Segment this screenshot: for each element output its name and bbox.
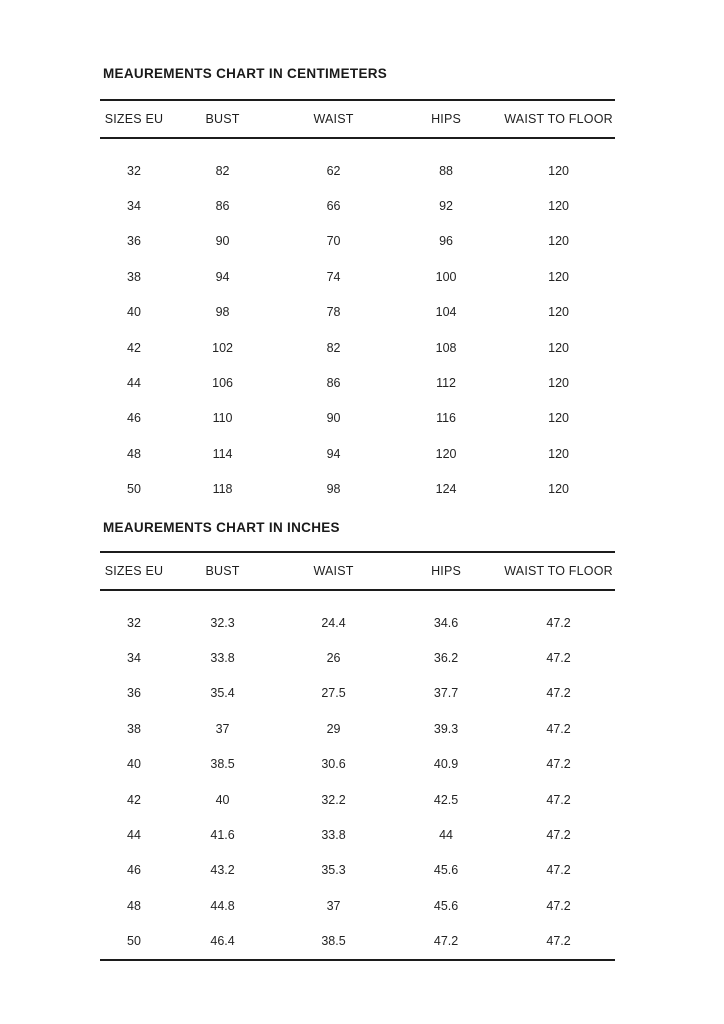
table-cell: 47.2	[546, 686, 571, 701]
table-cell: 32	[127, 163, 141, 178]
table-row	[100, 817, 615, 852]
table-row	[100, 923, 615, 958]
table-row	[100, 436, 615, 471]
column-header: SIZES EU	[104, 112, 164, 126]
table-cell: 36	[127, 686, 141, 701]
column-header: WAIST	[313, 112, 354, 126]
table-row	[100, 640, 615, 675]
table-cell: 38.5	[321, 934, 346, 949]
table-cell: 66	[326, 199, 341, 214]
column-header: SIZES EU	[104, 563, 164, 578]
table-cell: 120	[548, 305, 569, 320]
table-cell: 112	[436, 376, 457, 391]
table-cell: 48	[127, 898, 141, 913]
table-cell: 114	[212, 446, 233, 461]
table-cell: 120	[548, 340, 569, 355]
table-row	[100, 295, 615, 330]
table-cell: 98	[215, 305, 230, 320]
inches-table-body	[100, 591, 615, 959]
table-row	[100, 259, 615, 294]
table-cell: 116	[436, 411, 457, 426]
centimeters-table	[100, 99, 615, 507]
table-cell: 45.6	[433, 863, 459, 878]
table-cell: 47.2	[546, 721, 571, 736]
table-cell: 47.2	[546, 615, 571, 630]
table-cell: 42	[127, 340, 141, 355]
centimeters-table-body	[100, 139, 615, 507]
table-cell: 45.6	[433, 898, 459, 913]
table-cell: 47.2	[546, 757, 571, 772]
column-header: HIPS	[431, 112, 462, 126]
table-cell: 38	[127, 269, 141, 284]
table-row	[100, 711, 615, 746]
table-row	[100, 782, 615, 817]
table-cell: 120	[548, 411, 569, 426]
column-header: WAIST TO FLOOR	[504, 112, 613, 126]
table-cell: 38.5	[210, 757, 235, 772]
table-cell: 120	[548, 199, 569, 214]
table-cell: 110	[212, 411, 233, 426]
table-cell: 100	[435, 269, 457, 284]
table-cell: 26	[326, 650, 341, 665]
inches-table	[100, 551, 615, 961]
table-cell: 120	[548, 482, 569, 497]
table-cell: 44.8	[210, 898, 235, 913]
table-cell: 40.9	[433, 757, 459, 772]
table-cell: 32.3	[210, 615, 235, 630]
table-cell: 37	[326, 898, 341, 913]
table-cell: 82	[326, 340, 341, 355]
table-cell: 102	[212, 340, 233, 355]
table-cell: 27.5	[321, 686, 346, 701]
table-cell: 35.4	[210, 686, 235, 701]
table-row	[100, 330, 615, 365]
table-cell: 46	[127, 863, 141, 878]
table-row	[100, 472, 615, 507]
table-cell: 120	[435, 446, 457, 461]
table-cell: 35.3	[321, 863, 346, 878]
column-header: WAIST	[313, 563, 354, 578]
table-cell: 62	[326, 163, 341, 178]
table-row	[100, 746, 615, 781]
table-row	[100, 365, 615, 400]
table-cell: 47.2	[546, 650, 571, 665]
table-cell: 38	[127, 721, 141, 736]
table-cell: 120	[548, 234, 569, 249]
table-row	[100, 888, 615, 923]
table-cell: 30.6	[321, 757, 346, 772]
table-cell: 47.2	[546, 898, 571, 913]
table-cell: 29	[326, 721, 341, 736]
table-cell: 94	[215, 269, 230, 284]
inches-section	[0, 507, 724, 961]
table-cell: 42	[127, 792, 141, 807]
table-cell: 120	[548, 446, 569, 461]
table-cell: 32	[127, 615, 141, 630]
table-cell: 40	[215, 792, 230, 807]
table-cell: 34	[127, 650, 141, 665]
table-cell: 41.6	[210, 827, 235, 842]
table-cell: 90	[326, 411, 341, 426]
table-cell: 82	[215, 163, 230, 178]
table-cell: 24.4	[321, 615, 346, 630]
table-cell: 108	[435, 340, 457, 355]
table-cell: 96	[439, 234, 453, 249]
centimeters-chart-title: MEAUREMENTS CHART IN CENTIMETERS	[103, 66, 388, 81]
table-cell: 34.6	[433, 615, 459, 630]
table-cell: 33.8	[321, 827, 346, 842]
table-cell: 46	[127, 411, 141, 426]
table-row	[100, 605, 615, 640]
table-row	[100, 188, 615, 223]
table-cell: 40	[127, 757, 141, 772]
table-cell: 86	[215, 199, 230, 214]
table-cell: 47.2	[546, 863, 571, 878]
table-cell: 106	[212, 376, 233, 391]
table-cell: 34	[127, 199, 141, 214]
table-cell: 50	[127, 482, 141, 497]
table-cell: 46.4	[210, 934, 235, 949]
centimeters-table-header-row	[100, 101, 615, 137]
table-row	[100, 224, 615, 259]
table-cell: 47.2	[546, 934, 571, 949]
table-cell: 118	[212, 482, 233, 497]
table-cell: 70	[326, 234, 341, 249]
table-cell: 33.8	[210, 650, 235, 665]
table-cell: 120	[548, 269, 569, 284]
inches-chart-title: MEAUREMENTS CHART IN INCHES	[103, 519, 340, 535]
table-cell: 98	[326, 482, 341, 497]
table-cell: 50	[127, 934, 141, 949]
table-cell: 120	[548, 376, 569, 391]
column-header: WAIST TO FLOOR	[504, 563, 613, 578]
table-cell: 47.2	[546, 827, 571, 842]
table-cell: 88	[439, 163, 453, 178]
table-cell: 32.2	[321, 792, 346, 807]
table-cell: 104	[435, 305, 457, 320]
table-cell: 37.7	[433, 686, 459, 701]
table-cell: 42.5	[433, 792, 459, 807]
table-cell: 36.2	[433, 650, 459, 665]
table-cell: 90	[215, 234, 230, 249]
table-cell: 47.2	[546, 792, 571, 807]
table-cell: 124	[435, 482, 457, 497]
table-cell: 47.2	[433, 934, 459, 949]
table-row	[100, 401, 615, 436]
table-cell: 36	[127, 234, 141, 249]
table-cell: 74	[326, 269, 341, 284]
table-cell: 120	[548, 163, 569, 178]
table-cell: 44	[127, 376, 141, 391]
table-row	[100, 153, 615, 188]
table-cell: 37	[215, 721, 230, 736]
column-header: HIPS	[431, 563, 462, 578]
table-cell: 92	[439, 199, 453, 214]
inches-table-header-row	[100, 553, 615, 589]
column-header: BUST	[205, 112, 240, 126]
table-row	[100, 676, 615, 711]
table-bottom-rule	[100, 959, 615, 961]
table-cell: 39.3	[433, 721, 459, 736]
centimeters-section	[0, 0, 724, 507]
table-cell: 78	[326, 305, 341, 320]
table-cell: 43.2	[210, 863, 235, 878]
table-cell: 48	[127, 446, 141, 461]
table-cell: 86	[326, 376, 341, 391]
table-cell: 44	[127, 827, 141, 842]
table-cell: 40	[127, 305, 141, 320]
column-header: BUST	[205, 563, 240, 578]
table-cell: 44	[439, 827, 453, 842]
table-cell: 94	[326, 446, 341, 461]
table-row	[100, 853, 615, 888]
